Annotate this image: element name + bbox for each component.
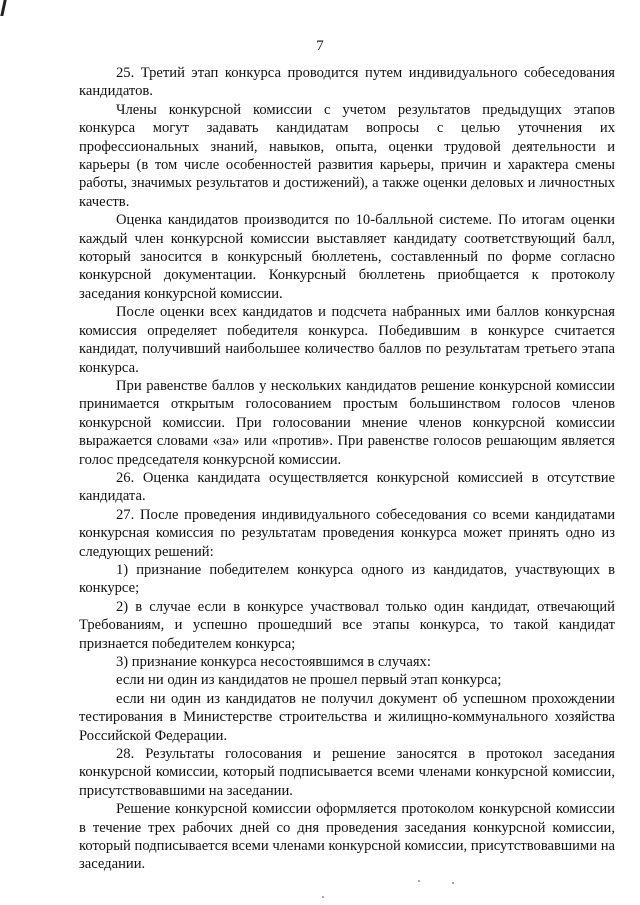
- failure-case-1: если ни один из кандидатов не прошел первый этап конкурса;: [116, 672, 502, 689]
- document-body: [79, 64, 615, 874]
- paragraph-27: 27. После проведения индивидуального собеседования со всеми кандидатами конкурсная комиссия по результатам проведения конкурса может принять одно из следующих решений:: [79, 506, 615, 560]
- paragraph-members-questions: Члены конкурсной комиссии с учетом результатов предыдущих этапов конкурса могут задавать кандидатам вопросы с целью уточнения их профессиональных знаний, навыков, опыта, оценки трудовой деятельности и карьеры (в том числе особенностей развития карьеры, причин и характера смены работы, значимых результатов и достижений), а также оценки деловых и личностных качеств.: [79, 101, 615, 210]
- scan-speck: [452, 882, 454, 884]
- paragraph-protocol-decision: Решение конкурсной комиссии оформляется протоколом конкурсной комиссии в течение трех рабочих дней со дня проведения заседания конкурсной комиссии, который подписывается всеми членами конкурсной комиссии, присутствовавшими на заседании.: [79, 801, 615, 873]
- paragraph-winner-determination: После оценки всех кандидатов и подсчета набранных ими баллов конкурсная комиссия определяет победителя конкурса. Победившим в конкурсе считается кандидат, получивший наибольшее количество баллов по результатам третьего этапа конкурса.: [79, 304, 615, 376]
- paragraph-26: 26. Оценка кандидата осуществляется конкурсной комиссией в отсутствие кандидата.: [79, 469, 615, 505]
- decision-item-1: 1) признание победителем конкурса одного из кандидатов, участвующих в конкурсе;: [79, 561, 615, 597]
- page-number: 7: [316, 38, 324, 54]
- paragraph-tie-vote: При равенстве баллов у нескольких кандидатов решение конкурсной комиссии принимается открытым голосованием простым большинством голосов членов конкурсной комиссии. При голосовании мнение членов конкурсной комиссии выражается словами «за» или «против». При равенстве голосов решающим является голос председателя конкурсной комиссии.: [79, 377, 615, 468]
- decision-item-3: 3) признание конкурса несостоявшимся в случаях:: [116, 654, 431, 670]
- failure-case-2: если ни один из кандидатов не получил документ об успешном прохождении тестирования в Министерстве строительства и жилищно-коммунального хозяйства Российской Федерации.: [79, 690, 615, 744]
- scan-corner-mark: [0, 0, 6, 16]
- paragraph-25: 25. Третий этап конкурса проводится путем индивидуального собеседования кандидатов.: [79, 65, 615, 100]
- paragraph-scoring: Оценка кандидатов производится по 10-балльной системе. По итогам оценки каждый член конкурсной комиссии выставляет кандидату соответствующий балл, который заносится в конкурсный бюллетень, составленный по форме согласно конкурсной документации. Конкурсный бюллетень приобщается к протоколу заседания конкурсной комиссии.: [79, 212, 615, 302]
- scan-speck: [418, 880, 420, 882]
- decision-item-2: 2) в случае если в конкурсе участвовал только один кандидат, отвечающий Требованиям, и успешно прошедший все этапы конкурса, то такой кандидат признается победителем конкурса;: [79, 598, 615, 652]
- scan-speck: [322, 896, 324, 898]
- paragraph-28: 28. Результаты голосования и решение заносятся в протокол заседания конкурсной комиссии, который подписывается всеми членами конкурсной комиссии, присутствовавшими на заседании.: [79, 746, 615, 799]
